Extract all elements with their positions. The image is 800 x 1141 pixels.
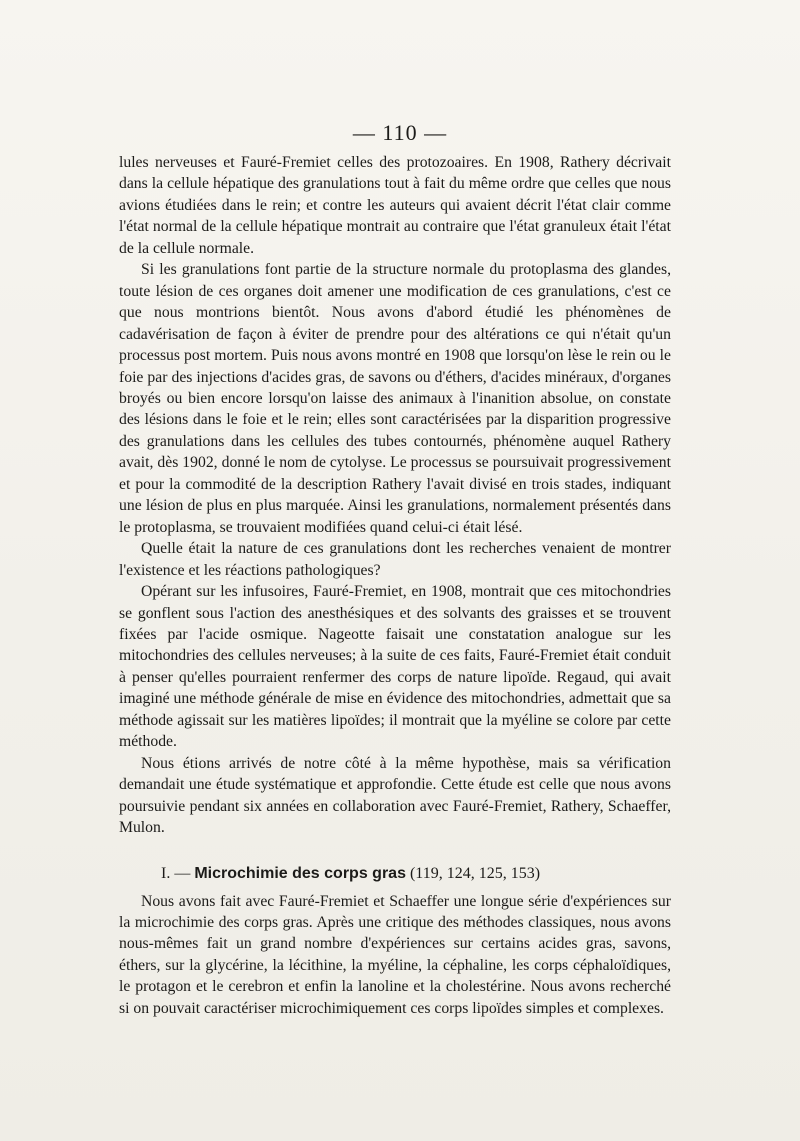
paragraph-hypothesis: Nous étions arrivés de notre côté à la même hypothèse, mais sa vérification demandait une étude systématique et approfondie. Cette étude est celle que nous avons poursuivie pendant six années en collaboration avec Fauré-Fremiet, Rathery, Schaeffer, Mulon. [119, 754, 671, 837]
paragraph-granulations-lesions: Si les granulations font partie de la structure normale du protoplasma des glandes, toute lésion de ces organes doit amener une modification de ces granulations, c'est ce que nous montrions bientôt. Nous avons d'abord étudié les phénomènes de cadavérisation de façon à éviter de prendre pour des altérations ce qui n'était qu'un processus post mortem. Puis nous avons montré en 1908 que lorsqu'on lèse le rein ou le foie par des injections d'acides gras, de savons ou d'éthers, d'acides minéraux, d'organes broyés ou bien encore lorsqu'on laisse des animaux à l'inanition absolue, on constate des lésions dans le foie et le rein; elles sont caractérisées par la disparition progressive des granulations dans les cellules des tubes contournés, phénomène auquel Rathery avait, dès 1902, donné le nom de cytolyse. Le processus se poursuivait progressivement et pour la commodité de la description Rathery l'avait divisé en trois stades, indiquant une lésion de plus en plus marquée. Ainsi les granulations, normalement présentés dans le protoplasma, se trouvaient modifiées quand celui-ci était lésé. [119, 261, 671, 536]
section-references: (119, 124, 125, 153) [409, 864, 541, 882]
section-number: I. — [161, 864, 191, 882]
paragraph-microchimie: Nous avons fait avec Fauré-Fremiet et Schaeffer une longue série d'expériences sur la microchimie des corps gras. Après une critique des méthodes classiques, nous avons nous-mêmes fait un grand nombre d'expériences sur certains acides gras, savons, éthers, sur la glycérine, la lécithine, la myéline, la céphaline, les corps céphaloïdiques, le protagon et le cerebron et enfin la lanoline et la cholestérine. Nous avons recherché si on pouvait caractériser microchimiquement ces corps lipoïdes simples et complexes. [119, 892, 671, 1017]
section-heading [119, 863, 671, 885]
body-text [119, 152, 671, 1019]
page-number: — 110 — [352, 120, 448, 145]
section-title: Microchimie des corps gras [194, 864, 406, 882]
paragraph-nature-question: Quelle était la nature de ces granulations dont les recherches venaient de montrer l'existence et les réactions pathologiques? [119, 540, 671, 579]
paragraph-infusoires: Opérant sur les infusoires, Fauré-Fremiet, en 1908, montrait que ces mitochondries se gonflent sous l'action des anesthésiques et des solvants des graisses et se trouvent fixées par l'acide osmique. Nageotte faisait une constatation analogue sur les mitochondries des cellules nerveuses; à la suite de ces faits, Fauré-Fremiet était conduit à penser qu'elles pourraient renfermer des corps de nature lipoïde. Regaud, qui avait imaginé une méthode générale de mise en évidence des mitochondries, admettait que sa méthode agissait sur les matières lipoïdes; il montrait que la myéline se colore par cette méthode. [119, 583, 671, 751]
paragraph-continuation: lules nerveuses et Fauré-Fremiet celles des protozoaires. En 1908, Rathery décrivait dans la cellule hépatique des granulations tout à fait du même ordre que celles que nous avions étudiées dans le rein; et contre les auteurs qui avaient décrit l'état clair comme l'état normal de la cellule hépatique montrait au contraire que l'état granuleux était l'état de la cellule normale. [119, 154, 671, 257]
